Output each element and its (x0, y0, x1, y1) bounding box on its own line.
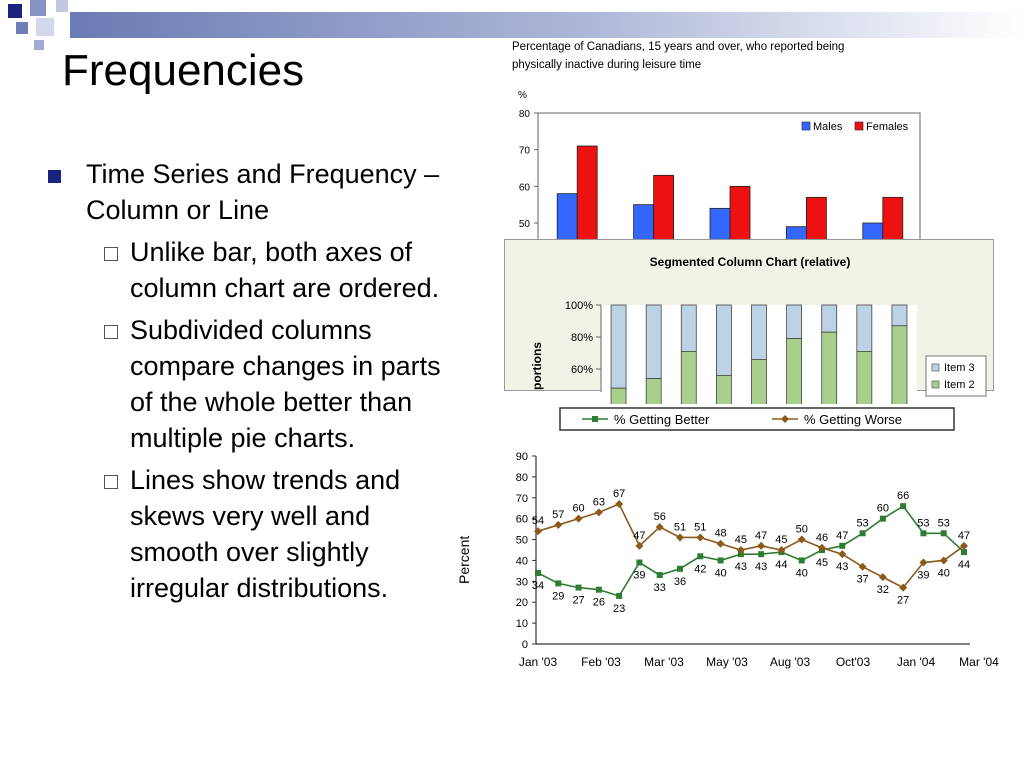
segmented-chart-panel (504, 239, 994, 391)
point-getting-worse (696, 533, 704, 541)
x-tick-label: Aug '03 (769, 655, 811, 669)
x-tick-label: Mar '04 (959, 655, 999, 669)
y-tick-label: 70 (515, 492, 528, 505)
y-tick-label: 60% (570, 364, 593, 376)
legend-swatch (932, 381, 939, 388)
point-getting-better (880, 516, 886, 522)
header-band (70, 12, 1024, 38)
point-getting-worse (615, 500, 623, 508)
point-getting-worse (757, 542, 765, 550)
data-label: 63 (592, 496, 605, 509)
point-getting-worse (798, 536, 806, 544)
point-getting-worse (554, 521, 562, 529)
point-getting-better (860, 530, 866, 536)
legend-label: % Getting Worse (804, 412, 903, 427)
point-getting-worse (595, 508, 603, 516)
point-getting-better (555, 580, 561, 586)
point-getting-better (961, 549, 967, 555)
line-getting-better (538, 506, 964, 596)
point-getting-better (839, 543, 845, 549)
x-tick-label: May '03 (706, 655, 748, 669)
data-label: 53 (937, 517, 950, 530)
legend-label: Item 2 (944, 379, 975, 391)
point-getting-better (677, 566, 683, 572)
data-label: 47 (755, 529, 768, 542)
better-worse-chart (452, 404, 1012, 684)
segment-item3 (646, 305, 661, 379)
data-label: 39 (633, 569, 646, 582)
data-label: 40 (714, 567, 727, 580)
data-label: 53 (917, 517, 930, 530)
bullet-text: Time Series and Frequency – Column or Line (86, 159, 440, 225)
sub-bullet-item (48, 234, 458, 306)
y-tick-label: 60 (515, 513, 528, 526)
legend-swatch (855, 122, 863, 130)
point-getting-better (799, 557, 805, 563)
data-label: 47 (957, 529, 971, 542)
y-tick-label: 50 (515, 534, 528, 547)
data-label: 45 (734, 534, 747, 546)
segment-item3 (892, 305, 907, 326)
data-label: 51 (694, 521, 707, 534)
sub-bullet-item (48, 312, 458, 456)
data-label: 32 (876, 584, 889, 597)
data-label: 67 (613, 488, 626, 501)
legend-label: Males (813, 121, 843, 133)
legend-swatch (932, 364, 939, 371)
data-label: 56 (653, 511, 666, 524)
y-tick-label: 80 (515, 471, 528, 484)
inactivity-chart (504, 38, 924, 243)
data-label: 54 (531, 515, 545, 528)
point-getting-worse (575, 515, 583, 523)
data-label: 44 (957, 559, 971, 572)
segment-item3 (611, 305, 626, 388)
y-axis-label: % (518, 90, 527, 101)
point-getting-worse (676, 533, 684, 541)
sub-bullet-text: Unlike bar, both axes of column chart are ordered. (130, 237, 440, 303)
decor-square (30, 0, 46, 16)
decor-square (36, 18, 54, 36)
y-tick-label: 20 (515, 597, 528, 610)
segmented-chart (505, 240, 995, 392)
y-axis-label: Percent (456, 535, 472, 584)
point-getting-better (616, 593, 622, 599)
sub-bullet-text: Subdivided columns compare changes in parts of the whole better than multiple pie charts. (130, 315, 441, 453)
hollow-square-bullet-icon (104, 247, 118, 261)
data-label: 60 (876, 502, 889, 515)
segment-item3 (822, 305, 837, 332)
data-label: 66 (897, 490, 910, 503)
x-tick-label: Oct'03 (835, 655, 871, 669)
point-getting-better (576, 585, 582, 591)
segment-item3 (716, 305, 731, 375)
data-label: 44 (775, 559, 788, 572)
segment-item3 (787, 305, 802, 339)
y-tick-label: 90 (515, 451, 528, 463)
point-getting-worse (534, 527, 542, 535)
data-label: 45 (815, 557, 829, 569)
sub-bullet-text: Lines show trends and skews very well and smooth over slightly irregular distributions. (130, 465, 401, 603)
data-label: 43 (734, 561, 747, 574)
data-label: 57 (552, 508, 565, 521)
data-label: 23 (613, 602, 626, 615)
segmented-chart-title: Segmented Column Chart (relative) (649, 255, 851, 269)
point-getting-better (941, 530, 947, 536)
x-tick-label: Jan '03 (518, 655, 558, 669)
data-label: 42 (694, 563, 707, 576)
data-label: 51 (673, 521, 687, 534)
data-label: 47 (836, 529, 849, 542)
segment-item3 (752, 305, 767, 359)
bullet-list (48, 156, 458, 606)
point-getting-better (535, 570, 541, 576)
point-getting-better (920, 530, 926, 536)
data-label: 34 (531, 579, 545, 592)
point-getting-worse (838, 550, 846, 558)
data-label: 47 (633, 529, 646, 542)
data-label: 43 (836, 561, 849, 574)
data-label: 29 (552, 590, 565, 603)
y-tick-label: 70 (518, 145, 530, 157)
data-label: 50 (795, 523, 808, 536)
segment-item3 (857, 305, 872, 351)
y-tick-label: 50 (518, 219, 530, 230)
y-tick-label: 40 (515, 555, 528, 568)
point-getting-better (636, 560, 642, 566)
chart-title-line2: physically inactive during leisure time (512, 59, 702, 71)
better-worse-chart-panel (452, 404, 1012, 684)
legend-label: Item 3 (944, 362, 975, 374)
sub-bullet-item (48, 462, 458, 606)
data-label: 45 (775, 534, 788, 546)
data-label: 46 (815, 531, 829, 544)
y-tick-label: 80 (518, 109, 530, 120)
segmented-y-label: portions (530, 342, 544, 390)
data-label: 36 (673, 575, 687, 588)
x-tick-label: Feb '03 (581, 655, 621, 669)
legend-swatch (802, 122, 810, 130)
point-getting-worse (879, 573, 887, 581)
inactivity-chart-panel (504, 38, 924, 243)
legend-label: % Getting Better (614, 412, 710, 427)
decor-square (16, 22, 28, 34)
data-label: 48 (714, 527, 727, 540)
y-tick-label: 100% (564, 300, 593, 312)
x-tick-label: Jan '04 (896, 655, 936, 669)
legend-label: Females (866, 121, 909, 133)
x-tick-label: Mar '03 (644, 655, 684, 669)
point-getting-better (697, 553, 703, 559)
legend-marker (592, 416, 598, 422)
point-getting-better (758, 551, 764, 557)
decor-square (8, 4, 22, 18)
data-label: 26 (592, 596, 605, 609)
point-getting-better (718, 557, 724, 563)
point-getting-better (900, 503, 906, 509)
line-getting-worse (538, 504, 964, 588)
data-label: 40 (795, 567, 808, 580)
hollow-square-bullet-icon (104, 325, 118, 339)
data-label: 27 (572, 594, 585, 607)
data-label: 43 (755, 561, 768, 574)
data-label: 39 (917, 569, 930, 582)
data-label: 60 (572, 502, 585, 515)
y-tick-label: 60 (518, 182, 530, 194)
decor-square (56, 0, 68, 12)
decor-square (34, 40, 44, 50)
point-getting-worse (717, 540, 725, 548)
y-tick-label: 10 (515, 618, 528, 631)
point-getting-better (596, 587, 602, 593)
hollow-square-bullet-icon (104, 475, 118, 489)
y-tick-label: 0 (521, 639, 528, 651)
chart-title-line1: Percentage of Canadians, 15 years and over, who reported being (512, 41, 845, 53)
point-getting-better (657, 572, 663, 578)
segment-item3 (681, 305, 696, 351)
data-label: 53 (856, 517, 869, 530)
page-title: Frequencies (62, 46, 305, 95)
data-label: 37 (856, 573, 869, 586)
data-label: 33 (653, 582, 666, 595)
y-tick-label: 80% (570, 332, 593, 344)
y-tick-label: 30 (515, 576, 528, 589)
data-label: 27 (897, 594, 910, 607)
point-getting-worse (859, 563, 867, 571)
square-bullet-icon (48, 170, 61, 183)
bullet-item (48, 156, 458, 228)
data-label: 40 (937, 567, 950, 580)
